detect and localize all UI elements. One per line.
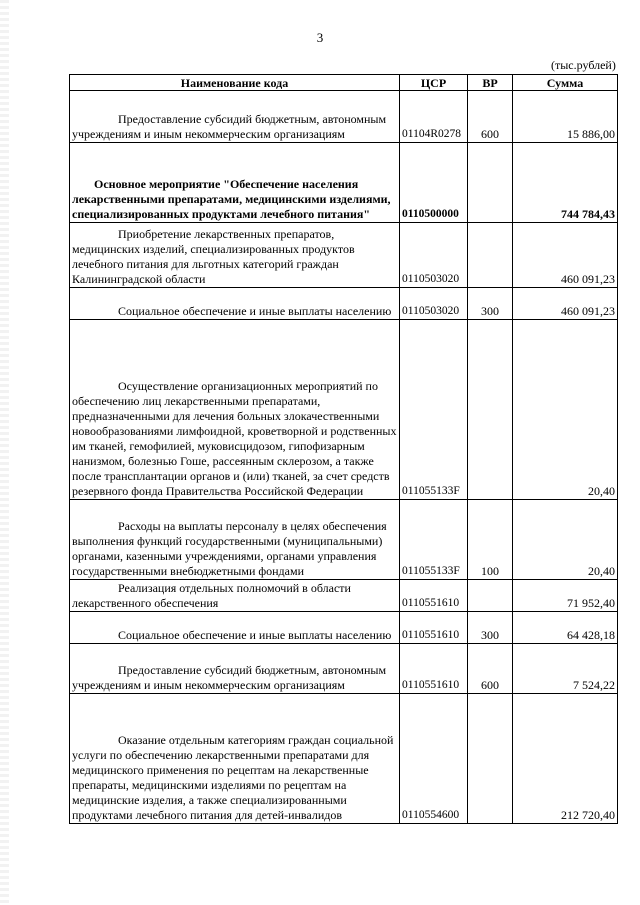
row-sum: 744 784,43 xyxy=(513,143,618,223)
header-sum: Сумма xyxy=(513,75,618,91)
row-sum: 7 524,22 xyxy=(513,644,618,694)
row-name: Реализация отдельных полномочий в области лекарственного обеспечения xyxy=(70,580,400,612)
row-name: Расходы на выплаты персоналу в целях обеспечения выполнения функций государственными (муниципальными) органами, казенными учреждениями, органами управления государственными внебюджетными фондами xyxy=(70,500,400,580)
row-vr: 600 xyxy=(468,644,513,694)
row-name: Оказание отдельным категориям граждан социальной услуги по обеспечению лекарственными препаратами для медицинского применения по рецептам на лекарственные препараты, медицинскими изделиями по рецептам на медицинские изделия, а также специализированными продуктами лечебного питания для детей-инвалидов xyxy=(70,694,400,824)
row-vr xyxy=(468,320,513,500)
row-sum: 15 886,00 xyxy=(513,91,618,143)
row-sum: 64 428,18 xyxy=(513,612,618,644)
row-csr: 01104R0278 xyxy=(400,91,468,143)
row-vr: 100 xyxy=(468,500,513,580)
row-vr xyxy=(468,580,513,612)
row-name: Социальное обеспечение и иные выплаты населению xyxy=(70,288,400,320)
header-vr: ВР xyxy=(468,75,513,91)
row-name: Основное мероприятие "Обеспечение населения лекарственными препаратами, медицинскими изделиями, специализированных продуктами лечебного питания" xyxy=(70,143,400,223)
table-row xyxy=(70,223,618,288)
row-name: Социальное обеспечение и иные выплаты населению xyxy=(70,612,400,644)
row-csr: 0110500000 xyxy=(400,143,468,223)
row-sum: 460 091,23 xyxy=(513,288,618,320)
header-name: Наименование кода xyxy=(70,75,400,91)
row-sum: 460 091,23 xyxy=(513,223,618,288)
row-vr xyxy=(468,223,513,288)
page-number: 3 xyxy=(316,30,324,45)
row-csr: 0110551610 xyxy=(400,612,468,644)
table-row xyxy=(70,288,618,320)
row-name: Приобретение лекарственных препаратов, медицинских изделий, специализированных продуктов лечебного питания для льготных категорий граждан Калининградской области xyxy=(70,223,400,288)
row-sum: 212 720,40 xyxy=(513,694,618,824)
table-row xyxy=(70,320,618,500)
row-csr: 0110551610 xyxy=(400,580,468,612)
table-row xyxy=(70,580,618,612)
margin-stamp-strip xyxy=(0,0,9,905)
row-csr: 0110554600 xyxy=(400,694,468,824)
table-row xyxy=(70,612,618,644)
row-name: Осуществление организационных мероприятий по обеспечению лиц лекарственными препаратами, предназначенными для лечения больных злокачественными новообразованиями лимфоидной, кроветворной и родственных им тканей, гемофилией, муковисцидозом, гипофизарным нанизмом, болезнью Гоше, рассеянным склерозом, а также после трансплантации органов и (или) тканей, за счет средств резервного фонда Правительства Российской Федерации xyxy=(70,320,400,500)
table-row xyxy=(70,644,618,694)
row-csr: 011055133F xyxy=(400,320,468,500)
row-csr: 011055133F xyxy=(400,500,468,580)
budget-table xyxy=(69,74,618,824)
row-csr: 0110551610 xyxy=(400,644,468,694)
row-vr: 600 xyxy=(468,91,513,143)
table-row xyxy=(70,694,618,824)
table-row xyxy=(70,91,618,143)
row-sum: 71 952,40 xyxy=(513,580,618,612)
table-row xyxy=(70,143,618,223)
row-csr: 0110503020 xyxy=(400,223,468,288)
row-name: Предоставление субсидий бюджетным, автономным учреждениям и иным некоммерческим организациям xyxy=(70,644,400,694)
row-vr: 300 xyxy=(468,288,513,320)
row-csr: 0110503020 xyxy=(400,288,468,320)
row-sum: 20,40 xyxy=(513,500,618,580)
row-name: Предоставление субсидий бюджетным, автономным учреждениям и иным некоммерческим организациям xyxy=(70,91,400,143)
header-csr: ЦСР xyxy=(400,75,468,91)
units-label: (тыс.рублей) xyxy=(551,58,616,72)
row-vr: 300 xyxy=(468,612,513,644)
row-vr xyxy=(468,694,513,824)
row-sum: 20,40 xyxy=(513,320,618,500)
row-vr xyxy=(468,143,513,223)
table-header-row xyxy=(70,75,618,91)
table-row xyxy=(70,500,618,580)
